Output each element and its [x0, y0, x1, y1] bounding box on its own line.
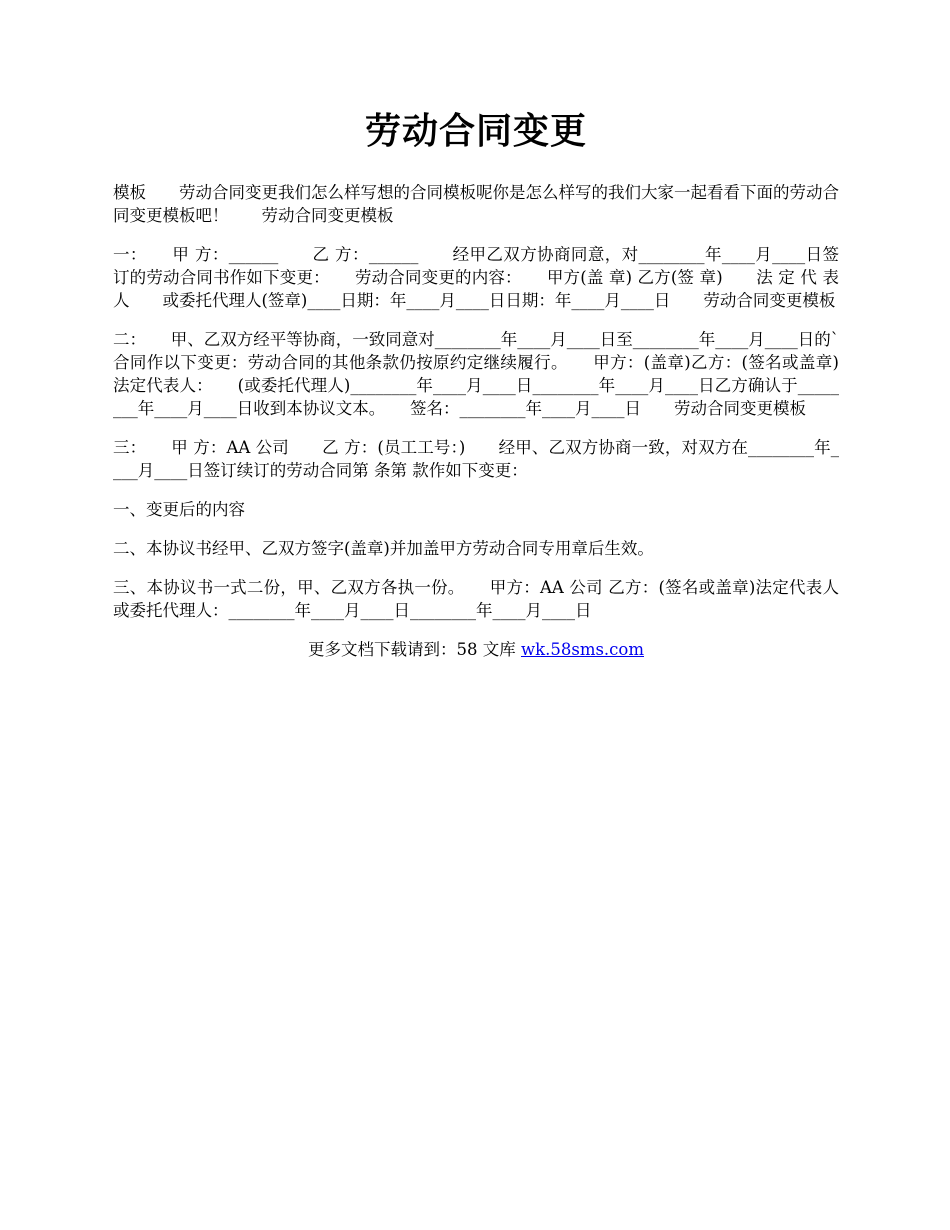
paragraph-clause-one: 一、变更后的内容 — [113, 500, 245, 520]
footer-prefix: 更多文档下载请到：58 文库 — [307, 640, 521, 660]
document-page — [113, 110, 839, 661]
paragraph-template-two: 二： 甲、乙双方经平等协商，一致同意对________年____月____日至________年____月____日的`合同作以下变更：劳动合同的其他条款仍按原约定继续履行。 甲方：(盖章)乙方：(签名或盖章)法定代表人： (或委托代理人)________年____月____日________年____月____日乙方确认于________年____月____日收到本协议文本。 签名：________年____月____日 劳动合同变更模板 — [113, 330, 839, 419]
paragraph-template-three: 三： 甲 方：AA 公司 乙 方：(员工工号：) 经甲、乙双方协商一致，对双方在________年____月____日签订续订的劳动合同第 条第 款作如下变更： — [113, 438, 839, 481]
footer-link[interactable]: wk.58sms.com — [520, 640, 644, 660]
paragraph-template-one: 一： 甲 方：______ 乙 方：______ 经甲乙双方协商同意，对________年____月____日签订的劳动合同书作如下变更： 劳动合同变更的内容： 甲方(盖 章) 乙方(签 章) 法 定 代 表 人 或委托代理人(签章)____日期：年____月____日日期：年____月____日 劳动合同变更模板 — [113, 245, 839, 311]
paragraph-intro: 模板 劳动合同变更我们怎么样写想的合同模板呢你是怎么样写的我们大家一起看看下面的劳动合同变更模板吧！ 劳动合同变更模板 — [113, 183, 839, 226]
paragraph-clause-two: 二、本协议书经甲、乙双方签字(盖章)并加盖甲方劳动合同专用章后生效。 — [113, 539, 654, 559]
document-title: 劳动合同变更 — [364, 110, 587, 152]
download-footer — [113, 638, 839, 661]
paragraph-clause-three: 三、本协议书一式二份，甲、乙双方各执一份。 甲方：AA 公司 乙方：(签名或盖章)法定代表人或委托代理人：________年____月____日________年____月____日 — [113, 578, 839, 621]
